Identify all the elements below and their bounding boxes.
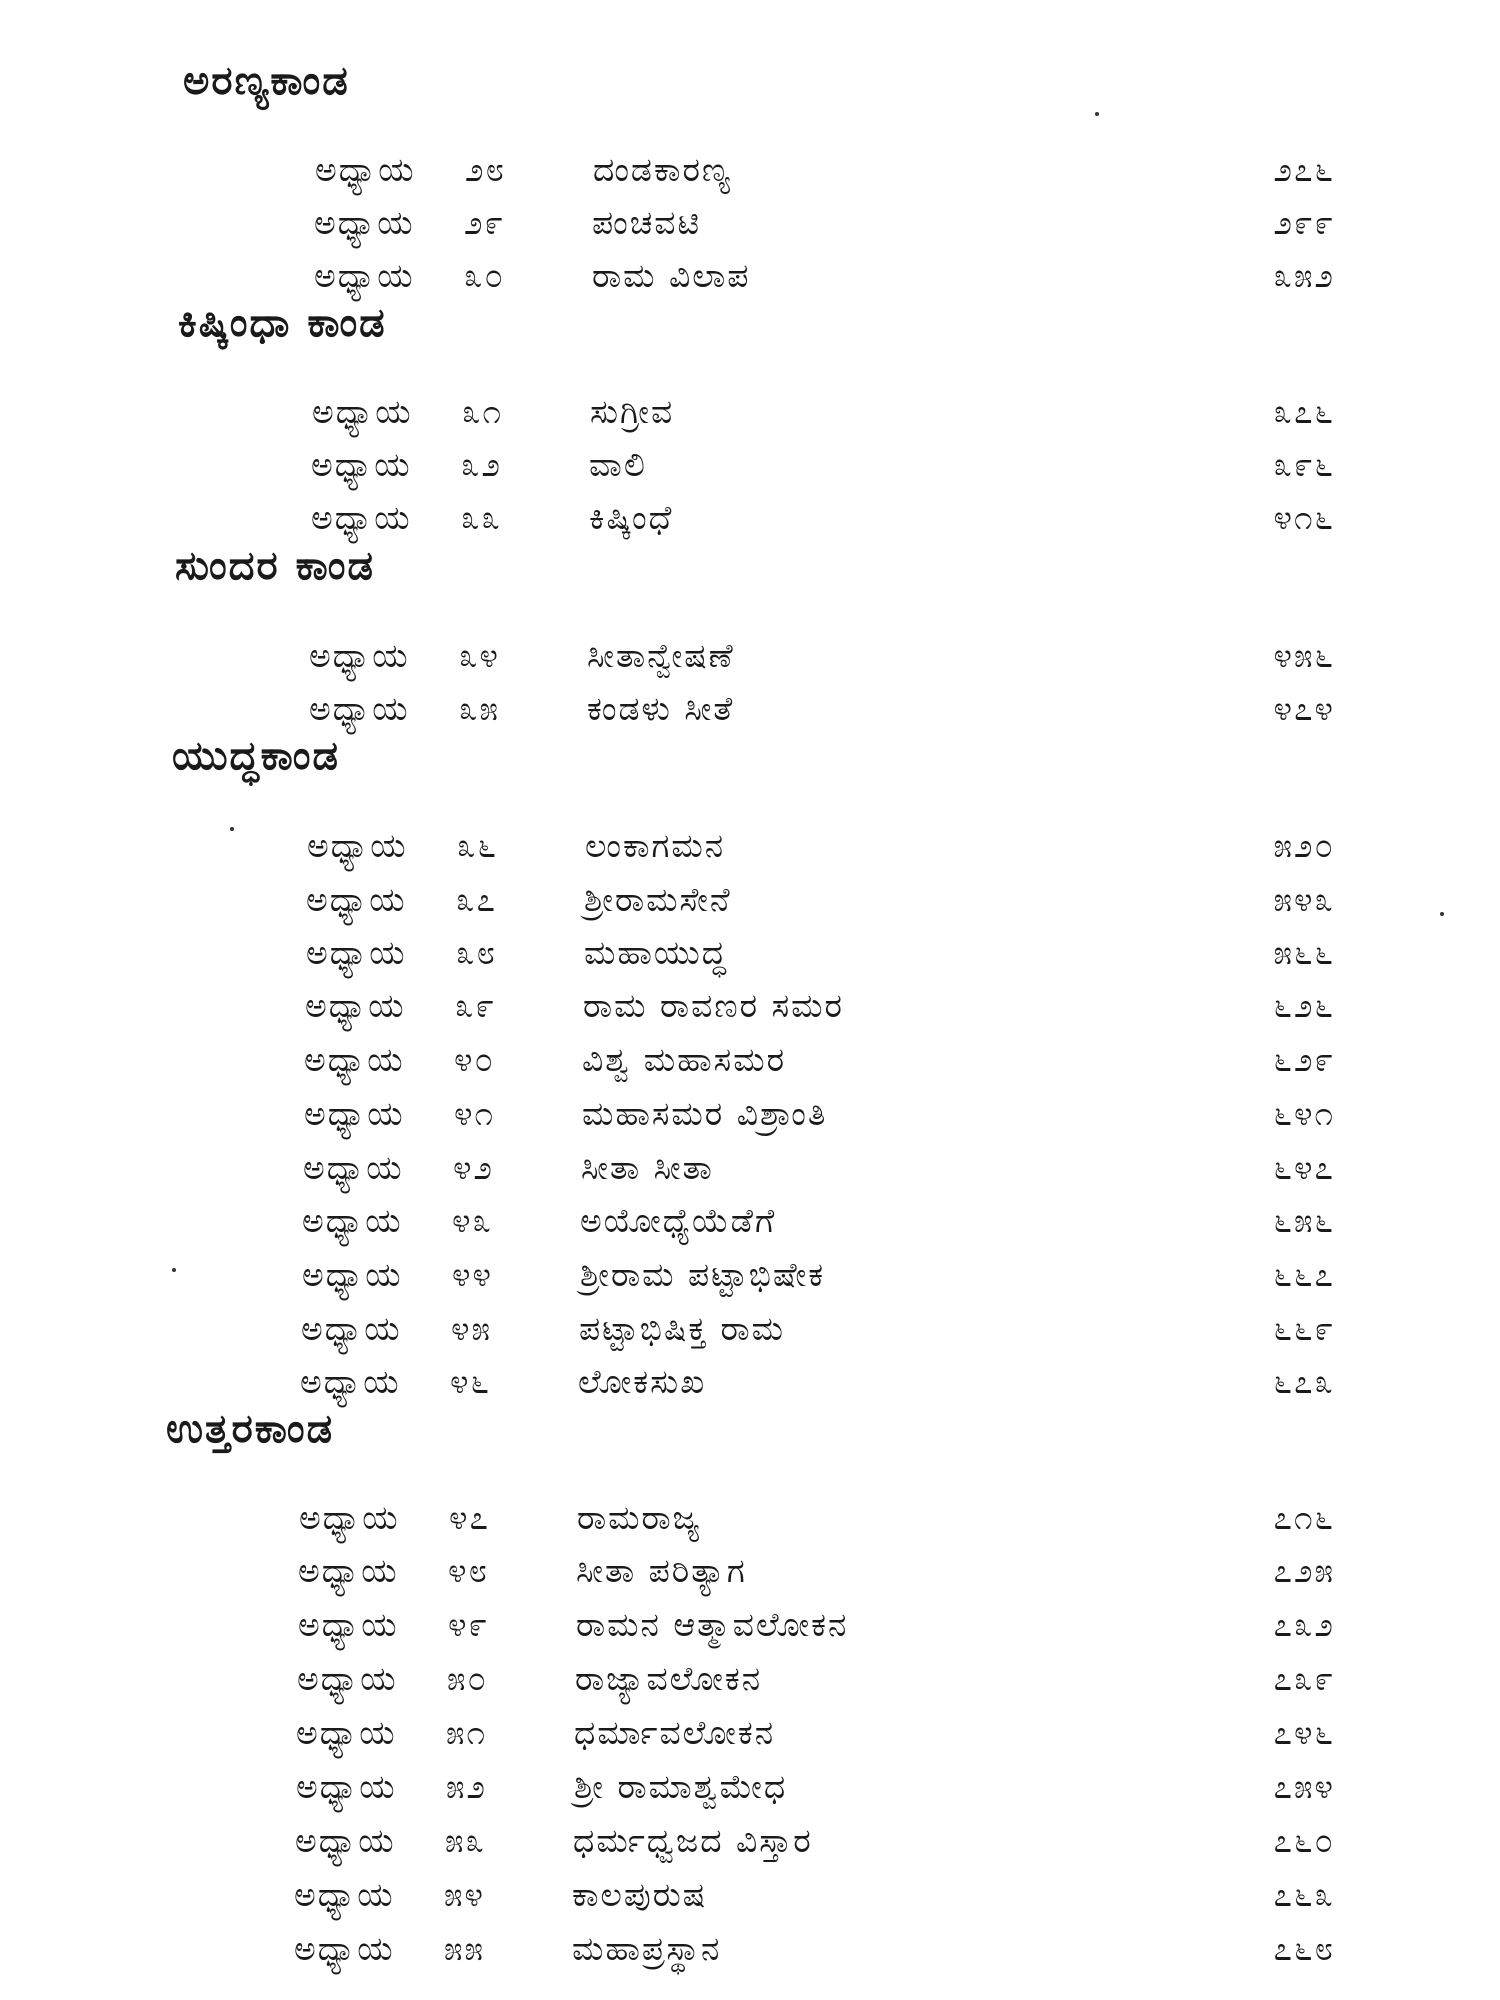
- scan-speck: [172, 1268, 176, 1272]
- chapter-title: ಶ್ರೀರಾಮ ಪಟ್ಟಾಭಿಷೇಕ: [580, 1255, 826, 1294]
- chapter-number: ೫೩: [445, 1821, 486, 1860]
- toc-entry: [302, 1255, 1335, 1309]
- chapter-label: ಅಧ್ಯಾಯ: [304, 1040, 405, 1079]
- chapter-title: ವಿಶ್ವ ಮಹಾಸಮರ: [582, 1040, 787, 1079]
- chapter-number: ೪೧: [454, 1094, 495, 1133]
- page-number: ೭೫೪: [1273, 1767, 1335, 1806]
- page-number: ೬೨೯: [1273, 1040, 1335, 1079]
- page-number: ೬೪೧: [1273, 1094, 1335, 1133]
- page-number: ೭೬೦: [1273, 1821, 1335, 1860]
- chapter-title: ದಂಡಕಾರಣ್ಯ: [593, 150, 732, 189]
- toc-entry: [296, 1767, 1335, 1821]
- chapter-label: ಅಧ್ಯಾಯ: [299, 1498, 400, 1537]
- toc-entry: [297, 1659, 1335, 1713]
- chapter-label: ಅಧ್ಯಾಯ: [294, 1929, 395, 1968]
- chapter-number: ೩೯: [455, 986, 496, 1025]
- chapter-title: ರಾಮ ವಿಲಾಪ: [592, 256, 751, 295]
- page-number: ೬೬೭: [1273, 1255, 1335, 1294]
- chapter-number: ೪೭: [449, 1498, 490, 1537]
- chapter-title: ಅಯೋಧ್ಯೆಯೆಡೆಗೆ: [580, 1201, 777, 1240]
- chapter-title: ಪಟ್ಟಾಭಿಷಿಕ್ತ ರಾಮ: [579, 1309, 786, 1348]
- chapter-number: ೩೦: [464, 256, 505, 295]
- chapter-title: ಲೋಕಸುಖ: [578, 1362, 707, 1401]
- chapter-title: ಮಹಾಯುದ್ಧ: [584, 933, 728, 972]
- section-heading: ಸುಂದರ ಕಾಂಡ: [175, 543, 375, 589]
- chapter-label: ಅಧ್ಯಾಯ: [294, 1875, 395, 1914]
- chapter-number: ೪೬: [450, 1362, 491, 1401]
- chapter-title: ಮಹಾಸಮರ ವಿಶ್ರಾಂತಿ: [582, 1094, 828, 1133]
- chapter-label: ಅಧ್ಯಾಯ: [301, 1309, 402, 1348]
- chapter-label: ಅಧ್ಯಾಯ: [314, 203, 415, 242]
- page-number: ೪೭೪: [1273, 689, 1335, 728]
- chapter-title: ಧರ್ಮಾವಲೋಕನ: [574, 1713, 776, 1752]
- toc-entry: [309, 689, 1335, 743]
- chapter-title: ಮಹಾಪ್ರಸ್ಥಾನ: [572, 1929, 722, 1968]
- chapter-title: ಸೀತಾ ಪರಿತ್ಯಾಗ: [576, 1551, 747, 1590]
- chapter-label: ಅಧ್ಯಾಯ: [314, 256, 415, 295]
- toc-entry: [304, 1040, 1335, 1094]
- toc-entry: [312, 392, 1335, 446]
- scan-speck: [1095, 112, 1099, 116]
- toc-entry: [300, 1362, 1335, 1416]
- page-number: ೭೧೬: [1273, 1498, 1335, 1537]
- chapter-label: ಅಧ್ಯಾಯ: [309, 636, 410, 675]
- page-number: ೬೫೬: [1273, 1201, 1335, 1240]
- chapter-title: ರಾಮ ರಾವಣರ ಸಮರ: [583, 986, 844, 1025]
- chapter-number: ೩೮: [456, 933, 497, 972]
- chapter-label: ಅಧ್ಯಾಯ: [309, 689, 410, 728]
- toc-entry: [298, 1605, 1335, 1659]
- page-number: ೭೪೬: [1273, 1713, 1335, 1752]
- chapter-number: ೨೯: [464, 203, 505, 242]
- section-heading: ಕಿಷ್ಕಿಂಧಾ ಕಾಂಡ: [178, 300, 387, 346]
- chapter-number: ೩೬: [457, 826, 498, 865]
- chapter-label: ಅಧ್ಯಾಯ: [304, 1094, 405, 1133]
- toc-entry: [295, 1821, 1335, 1875]
- page-number: ೨೭೬: [1273, 150, 1335, 189]
- chapter-number: ೪೩: [452, 1201, 493, 1240]
- page-number: ೭೩೯: [1273, 1659, 1335, 1698]
- toc-entry: [311, 445, 1335, 499]
- chapter-number: ೩೫: [459, 689, 500, 728]
- chapter-number: ೪೨: [453, 1148, 494, 1187]
- chapter-label: ಅಧ್ಯಾಯ: [300, 1362, 401, 1401]
- chapter-label: ಅಧ್ಯಾಯ: [295, 1821, 396, 1860]
- page-number: ೨೯೯: [1273, 203, 1335, 242]
- chapter-number: ೩೪: [459, 636, 500, 675]
- toc-entry: [305, 986, 1335, 1040]
- toc-entry: [296, 1713, 1335, 1767]
- chapter-label: ಅಧ್ಯಾಯ: [302, 1201, 403, 1240]
- toc-entry: [311, 498, 1335, 552]
- chapter-label: ಅಧ್ಯಾಯ: [298, 1605, 399, 1644]
- chapter-number: ೩೧: [462, 392, 503, 431]
- page-number: ೭೬೮: [1273, 1929, 1335, 1968]
- chapter-number: ೪೪: [452, 1255, 493, 1294]
- chapter-title: ಧರ್ಮಧ್ವಜದ ವಿಸ್ತಾರ: [573, 1821, 813, 1860]
- toc-entry: [304, 1094, 1335, 1148]
- chapter-number: ೫೫: [444, 1929, 485, 1968]
- chapter-title: ರಾಮರಾಜ್ಯ: [577, 1498, 702, 1537]
- chapter-title: ರಾಮನ ಆತ್ಮಾವಲೋಕನ: [576, 1605, 849, 1644]
- chapter-title: ಶ್ರೀ ರಾಮಾಶ್ವಮೇಧ: [574, 1767, 788, 1806]
- chapter-number: ೪೫: [451, 1309, 492, 1348]
- chapter-label: ಅಧ್ಯಾಯ: [311, 445, 412, 484]
- chapter-label: ಅಧ್ಯಾಯ: [312, 392, 413, 431]
- chapter-number: ೫೦: [447, 1659, 488, 1698]
- chapter-label: ಅಧ್ಯಾಯ: [296, 1767, 397, 1806]
- page-number: ೪೧೬: [1273, 498, 1335, 537]
- toc-entry: [294, 1929, 1335, 1983]
- chapter-title: ಸೀತಾ ಸೀತಾ: [581, 1148, 714, 1187]
- chapter-number: ೩೩: [461, 498, 502, 537]
- chapter-number: ೨೮: [465, 150, 506, 189]
- toc-entry: [306, 880, 1335, 934]
- chapter-label: ಅಧ್ಯಾಯ: [303, 1148, 404, 1187]
- chapter-number: ೫೧: [446, 1713, 487, 1752]
- chapter-title: ಕಿಷ್ಕಿಂಧೆ: [589, 498, 674, 537]
- chapter-label: ಅಧ್ಯಾಯ: [311, 498, 412, 537]
- page-number: ೬೪೭: [1273, 1148, 1335, 1187]
- page-number: ೬೭೩: [1273, 1362, 1335, 1401]
- chapter-title: ಪಂಚವಟಿ: [592, 203, 702, 242]
- chapter-title: ಶ್ರೀರಾಮಸೇನೆ: [584, 880, 732, 919]
- section-heading: ಉತ್ತರಕಾಂಡ: [166, 1406, 335, 1452]
- chapter-number: ೪೮: [448, 1551, 489, 1590]
- scan-speck: [230, 827, 234, 831]
- chapter-label: ಅಧ್ಯಾಯ: [306, 880, 407, 919]
- page-number: ೭೨೫: [1273, 1551, 1335, 1590]
- page-number: ೫೬೬: [1273, 933, 1335, 972]
- chapter-title: ಕಾಲಪುರುಷ: [572, 1875, 708, 1914]
- toc-entry: [299, 1498, 1335, 1552]
- chapter-label: ಅಧ್ಯಾಯ: [296, 1713, 397, 1752]
- scan-speck: [1440, 912, 1444, 916]
- section-heading: ಯುದ್ಧಕಾಂಡ: [172, 733, 340, 779]
- chapter-title: ಸುಗ್ರೀವ: [590, 392, 675, 431]
- page-number: ೩೭೬: [1273, 392, 1335, 431]
- toc-entry: [307, 826, 1335, 880]
- toc-entry: [314, 203, 1335, 257]
- page-number: ೭೩೨: [1273, 1605, 1335, 1644]
- chapter-title: ಲಂಕಾಗಮನ: [585, 826, 726, 865]
- chapter-title: ಕಂಡಳು ಸೀತೆ: [587, 689, 735, 728]
- chapter-label: ಅಧ್ಯಾಯ: [305, 986, 406, 1025]
- page-number: ೩೫೨: [1273, 256, 1335, 295]
- chapter-title: ವಾಲಿ: [589, 445, 647, 484]
- chapter-title: ಸೀತಾನ್ವೇಷಣೆ: [587, 636, 735, 675]
- chapter-label: ಅಧ್ಯಾಯ: [315, 150, 416, 189]
- chapter-number: ೩೨: [461, 445, 502, 484]
- chapter-label: ಅಧ್ಯಾಯ: [298, 1551, 399, 1590]
- chapter-number: ೪೦: [454, 1040, 495, 1079]
- chapter-number: ೪೯: [448, 1605, 489, 1644]
- toc-entry: [314, 256, 1335, 310]
- chapter-label: ಅಧ್ಯಾಯ: [302, 1255, 403, 1294]
- chapter-number: ೫೪: [444, 1875, 485, 1914]
- chapter-label: ಅಧ್ಯಾಯ: [297, 1659, 398, 1698]
- page-number: ೬೬೯: [1273, 1309, 1335, 1348]
- page-number: ೫೨೦: [1273, 826, 1335, 865]
- page-number: ೫೪೩: [1273, 880, 1335, 919]
- toc-entry: [315, 150, 1335, 204]
- section-heading: ಅರಣ್ಯಕಾಂಡ: [183, 58, 350, 104]
- chapter-title: ರಾಜ್ಯಾವಲೋಕನ: [575, 1659, 763, 1698]
- toc-entry: [298, 1551, 1335, 1605]
- toc-entry: [303, 1148, 1335, 1202]
- page-number: ೩೯೬: [1273, 445, 1335, 484]
- toc-entry: [309, 636, 1335, 690]
- chapter-number: ೩೭: [456, 880, 497, 919]
- chapter-label: ಅಧ್ಯಾಯ: [307, 826, 408, 865]
- toc-entry: [294, 1875, 1335, 1929]
- chapter-number: ೫೨: [446, 1767, 487, 1806]
- toc-entry: [306, 933, 1335, 987]
- chapter-label: ಅಧ್ಯಾಯ: [306, 933, 407, 972]
- page-number: ೭೬೩: [1273, 1875, 1335, 1914]
- page-number: ೬೨೬: [1273, 986, 1335, 1025]
- page-number: ೪೫೬: [1273, 636, 1335, 675]
- toc-entry: [301, 1309, 1335, 1363]
- toc-entry: [302, 1201, 1335, 1255]
